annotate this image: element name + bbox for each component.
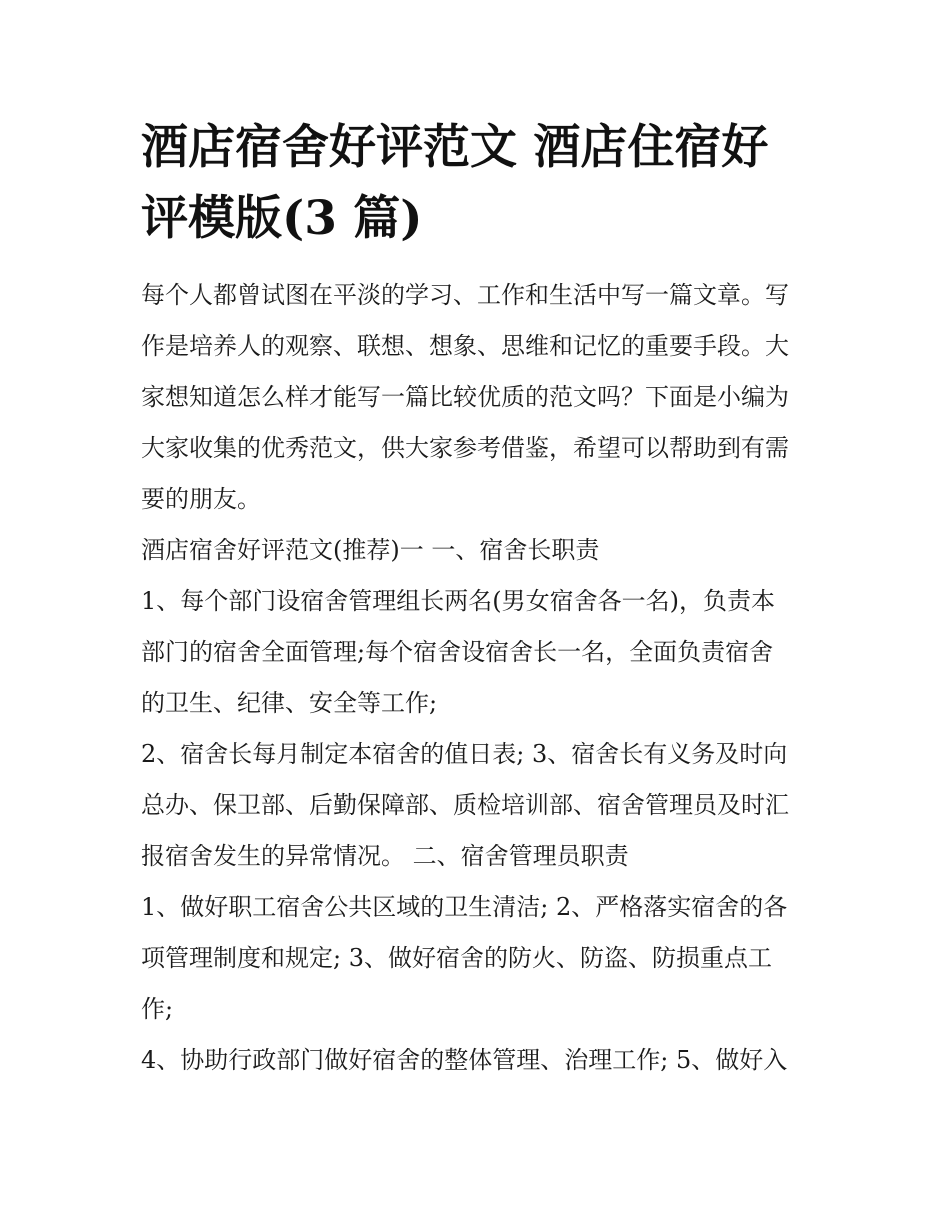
- document-title: [141, 112, 821, 254]
- body-line: 的卫生、纪律、安全等工作;: [141, 689, 438, 717]
- body-line: 部门的宿舍全面管理;每个宿舍设宿舍长一名，全面负责宿舍: [141, 638, 774, 666]
- body-line: 要的朋友。: [141, 485, 261, 513]
- title-line: 评模版(3 篇): [141, 191, 423, 246]
- body-line: 1、做好职工宿舍公共区域的卫生清洁; 2、严格落实宿舍的各: [141, 893, 788, 921]
- body-line: 报宿舍发生的异常情况。 二、宿舍管理员职责: [141, 842, 629, 870]
- body-line: 项管理制度和规定; 3、做好宿舍的防火、防盗、防损重点工: [141, 944, 772, 972]
- section-heading: 酒店宿舍好评范文(推荐)一 一、宿舍长职责: [141, 536, 600, 564]
- body-line: 4、协助行政部门做好宿舍的整体管理、治理工作; 5、做好入: [141, 1046, 788, 1074]
- body-line: 总办、保卫部、后勤保障部、质检培训部、宿舍管理员及时汇: [141, 791, 789, 819]
- title-line: 酒店宿舍好评范文 酒店住宿好: [141, 120, 769, 175]
- body-line: 大家收集的优秀范文，供大家参考借鉴，希望可以帮助到有需: [141, 434, 789, 462]
- document-body: [141, 270, 821, 1086]
- body-line: 每个人都曾试图在平淡的学习、工作和生活中写一篇文章。写: [141, 281, 789, 309]
- body-line: 作;: [141, 995, 174, 1023]
- body-line: 家想知道怎么样才能写一篇比较优质的范文吗？下面是小编为: [141, 383, 789, 411]
- body-line: 1、每个部门设宿舍管理组长两名(男女宿舍各一名)，负责本: [141, 587, 775, 615]
- body-line: 2、宿舍长每月制定本宿舍的值日表; 3、宿舍长有义务及时向: [141, 740, 788, 768]
- body-line: 作是培养人的观察、联想、想象、思维和记忆的重要手段。大: [141, 332, 789, 360]
- document-page: [141, 112, 821, 1086]
